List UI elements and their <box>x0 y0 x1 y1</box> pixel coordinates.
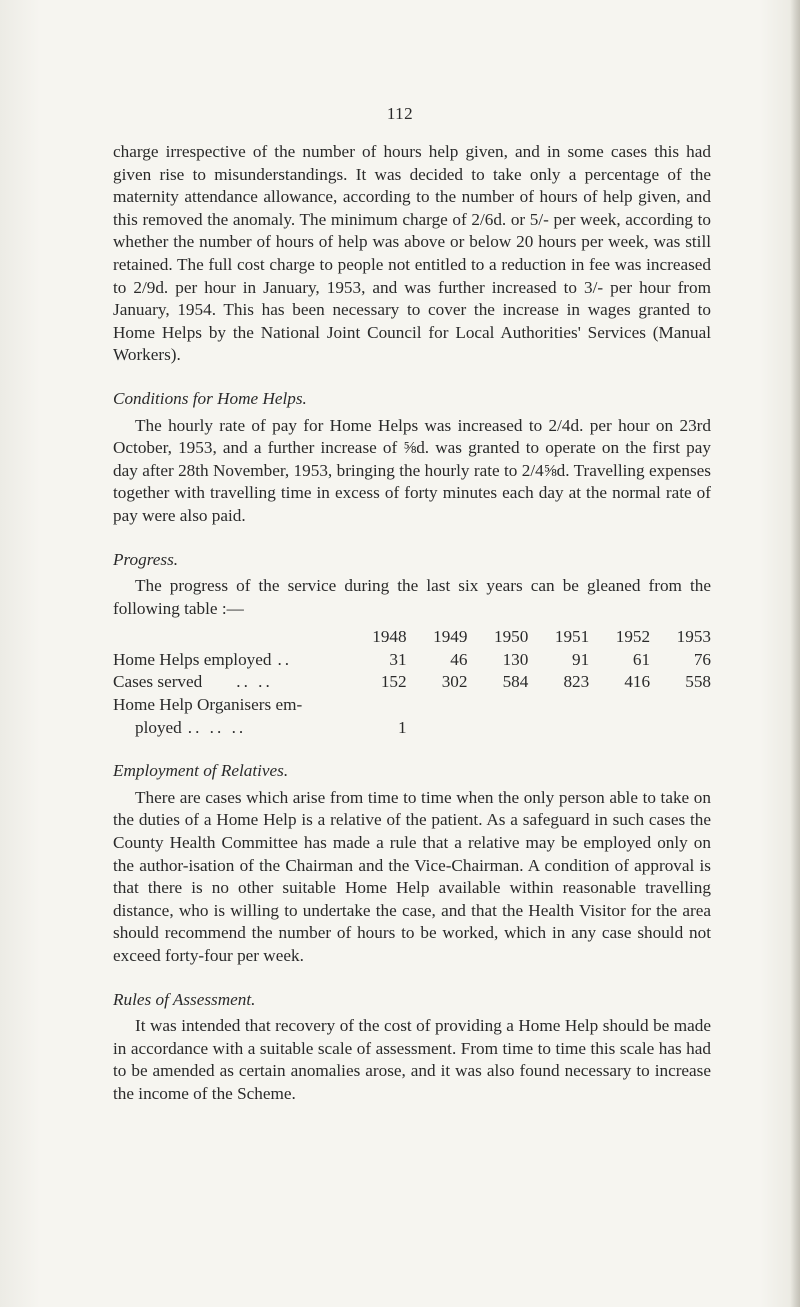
table-header-row <box>113 626 711 649</box>
table-cell: 1 <box>398 717 407 737</box>
employment-paragraph: There are cases which arise from time to time when the only person able to take on the duties of a Home Help is a relative of the patient. As a safeguard in such cases the County Health Committee has made a rule that a relative may be employed only on the author-isation of the Chairman and the Vice-Chairman. A condition of approval is that there is no other suitable Home Help available within reasonable travelling distance, who is willing to undertake the case, and that the Health Visitor for the area should recommend the number of hours to be worked, which in any case should not exceed forty-four per week. <box>113 787 711 965</box>
year-header: 1951 <box>554 627 590 647</box>
year-header: 1950 <box>493 627 529 647</box>
table-cell <box>650 694 711 717</box>
table-cell: 152 <box>380 672 407 692</box>
page-number: 112 <box>386 104 414 123</box>
table-cell: 76 <box>693 649 711 669</box>
table-cell <box>467 717 528 740</box>
table-cell: 584 <box>502 672 529 692</box>
table-row <box>113 649 711 672</box>
row-label: Cases served .. .. <box>113 672 273 692</box>
heading-conditions: Conditions for Home Helps. <box>113 388 307 408</box>
table-cell <box>407 717 468 740</box>
table-cell <box>528 717 589 740</box>
intro-paragraph: charge irrespective of the number of hours help given, and in some cases this had given rise to misunderstandings. It was decided to take only a percentage of the maternity attendance allowance, according to the number of hours of help given, and this removed the anomaly. The minimum charge of 2/6d. or 5/- per week, according to whether the number of hours of help was above or below 20 hours per week, was still retained. The full cost charge to people not entitled to a reduction in fee was increased to 2/9d. per hour in January, 1953, and was further increased to 3/- per hour from January, 1954. This has been necessary to cover the increase in wages granted to Home Helps by the National Joint Council for Local Authorities' Services (Manual Workers). <box>113 142 711 365</box>
table-cell: 823 <box>563 672 590 692</box>
page-edge-shadow <box>790 0 800 1307</box>
table-cell: 61 <box>632 649 651 669</box>
heading-employment: Employment of Relatives. <box>113 761 289 781</box>
table-cell <box>528 694 589 717</box>
table-cell <box>467 694 528 717</box>
progress-paragraph: The progress of the service during the last six years can be gleaned from the following table :— <box>113 576 711 618</box>
table-cell: 130 <box>502 649 529 669</box>
table-cell: 91 <box>572 649 590 669</box>
table-cell: 302 <box>441 672 468 692</box>
conditions-paragraph: The hourly rate of pay for Home Helps was increased to 2/4d. per hour on 23rd October, 1953, and a further increase of ⅝d. was granted to operate on the first pay day after 28th November, 1953, bringing the hourly rate to 2/4⅝d. Travelling expenses together with travelling time in excess of forty minutes each day at the normal rate of pay were also paid. <box>113 415 711 525</box>
table-cell: 416 <box>624 672 651 692</box>
heading-progress: Progress. <box>113 549 179 569</box>
year-header: 1949 <box>433 627 468 647</box>
table-row <box>113 694 711 717</box>
table-cell <box>407 694 468 717</box>
assessment-paragraph: It was intended that recovery of the cost of providing a Home Help should be made in accordance with a suitable scale of assessment. From time to time this scale has had to be amended as certain anomalies arose, and it was also found necessary to increase the income of the Scheme. <box>113 1016 711 1103</box>
row-label: ployed .. .. .. <box>135 717 247 737</box>
table-row <box>113 671 711 694</box>
table-cell <box>589 694 650 717</box>
table-cell <box>650 717 711 740</box>
table-cell: 31 <box>389 649 407 669</box>
table-cell <box>589 717 650 740</box>
document-body <box>113 141 711 1106</box>
progress-table <box>113 626 711 739</box>
table-cell: 558 <box>685 672 711 692</box>
year-header: 1948 <box>372 627 407 647</box>
year-header: 1953 <box>676 627 711 647</box>
table-cell: 46 <box>450 649 468 669</box>
table-row <box>113 717 711 740</box>
heading-assessment: Rules of Assessment. <box>113 989 256 1009</box>
row-label: Home Help Organisers em- <box>113 695 303 715</box>
row-label: Home Helps employed .. <box>113 649 293 669</box>
year-header: 1952 <box>615 627 651 647</box>
table-header-blank <box>113 626 367 649</box>
